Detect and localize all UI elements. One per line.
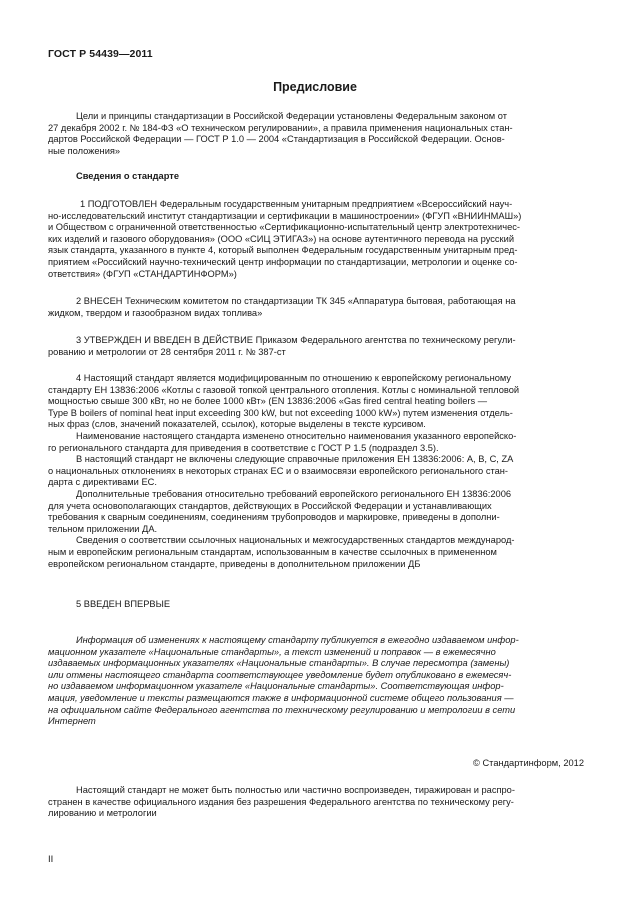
item-4-line: Type B boilers of nominal heat input exceeding 300 kW, but not exceeding 1000 kW») путем изменения отдель-	[48, 407, 513, 418]
notice-paragraph	[48, 635, 584, 728]
item-3-line: рованию и метрологии от 28 сентября 2011 г. № 387-ст	[48, 346, 286, 357]
item-4-additional-line: Дополнительные требования относительно требований европейского регионального ЕН 13836:2006	[76, 488, 512, 499]
item-1-line: приятием «Российский научно-технический центр информации по стандартизации, метрологии и оценке со-	[48, 256, 518, 267]
item-4-naming-line: го регионального стандарта для приведения в соответствие с ГОСТ Р 1.5 (подраздел 3.5).	[48, 442, 439, 453]
notice-line: Интернет	[48, 716, 96, 727]
item-4-additional-line: требования к сварным соединениям, соединениям трубопроводов и маркировке, приведены в дополни-	[48, 512, 500, 523]
page-title: Предисловие	[273, 80, 357, 94]
item-4-annexes-line: В настоящий стандарт не включены следующие справочные приложения ЕН 13836:2006: А, В, С, ZA	[76, 454, 514, 465]
reproduction-line: Настоящий стандарт не может быть полностью или частично воспроизведен, тиражирован и распро-	[76, 785, 515, 795]
item-4-line: ных фраз (слов, значений показателей, ссылок), которые выделены в тексте курсивом.	[48, 419, 426, 430]
section-heading: Сведения о стандарте	[76, 171, 180, 181]
item-4-line: стандарту ЕН 13836:2006 «Котлы с газовой топкой центрального отопления. Котлы с номинальной тепловой	[48, 384, 520, 395]
item-3-paragraph	[48, 335, 584, 358]
item-1-line: 1 ПОДГОТОВЛЕН Федеральным государственным унитарным предприятием «Всероссийский науч-	[80, 199, 513, 209]
intro-paragraph	[48, 111, 584, 157]
notice-line: издаваемых информационных указателях «Национальные стандарты». В случае пересмотра (замены)	[48, 658, 510, 669]
document-code: ГОСТ Р 54439—2011	[48, 48, 153, 60]
notice-line: или отмены настоящего стандарта соответствующее уведомление будет опубликовано в ежемесяч-	[48, 669, 512, 680]
notice-line: Информация об изменениях к настоящему стандарту публикуется в ежегодно издаваемом инфор-	[76, 635, 519, 645]
item-4-annexes-line: о национальных отклонениях в некоторых странах ЕС и о взаимосвязи европейского регионального стан-	[48, 465, 509, 476]
item-4-references-line: европейском региональном стандарте, приведены в дополнительном приложении ДБ	[48, 558, 421, 569]
reproduction-paragraph	[48, 785, 584, 820]
item-1-line: ких изделий и газового оборудования» (ООО «СИЦ ЭТИГАЗ») на основе аутентичного перевода на русский	[48, 233, 515, 244]
page-number: II	[48, 854, 54, 865]
intro-line: ные положения»	[48, 145, 121, 156]
item-1-paragraph	[48, 199, 584, 280]
notice-line: мация, уведомление и тексты размещаются также в информационной системе общего пользования —	[48, 692, 514, 703]
item-1-line: и Обществом с ограниченной ответственностью «Сертификационно-испытательный центр электротехничес-	[48, 222, 520, 233]
item-4-line: мощностью свыше 300 кВт, но не более 1000 кВт» (EN 13836:2006 «Gas fired central heating boilers —	[48, 396, 488, 407]
item-4-naming-line: Наименование настоящего стандарта изменено относительно наименования указанного европейско-	[76, 430, 517, 441]
intro-line: Цели и принципы стандартизации в Российской Федерации установлены Федеральным законом от	[76, 111, 507, 121]
intro-line: 27 декабря 2002 г. № 184-ФЗ «О техническом регулировании», а правила применения национальных стан-	[48, 122, 513, 133]
item-4-additional-line: тельном приложении ДА.	[48, 523, 158, 534]
notice-line: мационном указателе «Национальные стандарты», а текст изменений и поправок — в ежемесячно	[48, 646, 496, 657]
copyright-notice: © Стандартинформ, 2012	[473, 758, 584, 768]
item-1-line: но-исследовательский институт стандартизации и сертификации в машиностроении» (ФГУП «ВНИИНМАШ»)	[48, 210, 522, 221]
notice-line: на официальном сайте Федерального агентства по техническому регулированию и метрологии в сети	[48, 704, 516, 715]
item-4-annexes-line: дарта с директивами ЕС.	[48, 477, 157, 488]
item-5-paragraph: 5 ВВЕДЕН ВПЕРВЫЕ	[76, 599, 171, 609]
item-4-references-line: ным и европейским региональным стандартам, использованным в качестве ссылочных в примененном	[48, 546, 497, 557]
reproduction-line: лированию и метрологии	[48, 808, 157, 819]
intro-line: дартов Российской Федерации — ГОСТ Р 1.0 — 2004 «Стандартизация в Российской Федерации. Основ-	[48, 134, 505, 145]
item-3-line: 3 УТВЕРЖДЕН И ВВЕДЕН В ДЕЙСТВИЕ Приказом Федерального агентства по техническому регули-	[76, 335, 516, 345]
notice-line: но издаваемом информационном указателе «Национальные стандарты». Соответствующая инфор-	[48, 681, 504, 692]
item-4-line: 4 Настоящий стандарт является модифицированным по отношению к европейскому региональному	[76, 373, 512, 383]
item-2-line: жидком, твердом и газообразном видах топлива»	[48, 307, 263, 318]
item-4-additional-line: для учета основополагающих стандартов, действующих в Российской Федерации и устанавливающих	[48, 500, 492, 511]
item-4-references-line: Сведения о соответствии ссылочных национальных и межгосударственных стандартов международ-	[76, 535, 515, 546]
reproduction-line: странен в качестве официального издания без разрешения Федерального агентства по техническому регу-	[48, 796, 514, 807]
item-2-paragraph	[48, 296, 584, 319]
item-1-line: ответствия» (ФГУП «СТАНДАРТИНФОРМ»)	[48, 268, 237, 279]
item-2-line: 2 ВНЕСЕН Техническим комитетом по стандартизации ТК 345 «Аппаратура бытовая, работающая на	[76, 296, 516, 306]
item-1-line: язык стандарта, указанного в пункте 4, который выполнен Федеральным государственным унитарным пред-	[48, 245, 518, 256]
item-4-paragraph	[48, 373, 584, 570]
